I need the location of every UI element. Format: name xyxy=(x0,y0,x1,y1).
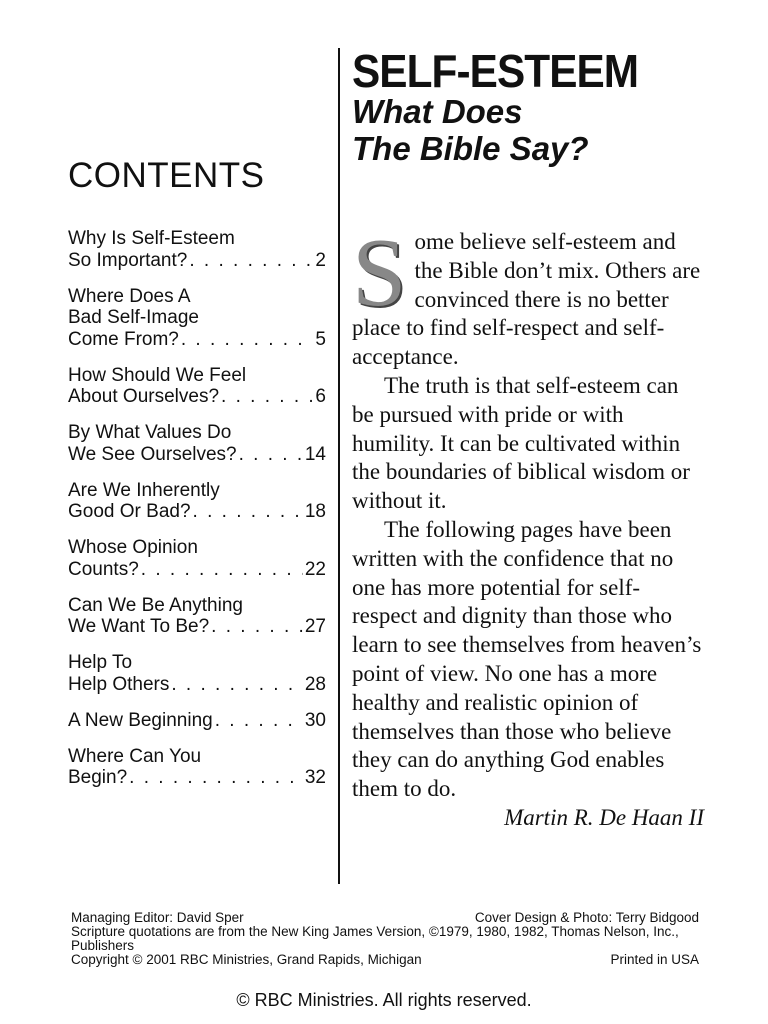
toc-entry-line: Where Can You xyxy=(68,745,202,767)
subtitle-line-1: What Does xyxy=(352,93,523,130)
toc-dot-leader xyxy=(189,250,313,272)
toc-entry-title: About Ourselves? xyxy=(68,386,220,407)
subtitle-line-2: The Bible Say? xyxy=(352,130,589,167)
intro-paragraph-1: ome believe self-esteem and the Bible don’t mix. Others are convinced there is no better place to find self-respect and self-acceptance. xyxy=(352,229,701,370)
toc-dot-leader xyxy=(239,444,303,466)
toc-dot-leader xyxy=(193,501,303,523)
toc-entry-line: Are We Inherently xyxy=(68,479,220,501)
toc-entry-last-line xyxy=(68,501,326,523)
toc-entry-last-line xyxy=(68,674,326,696)
column-divider xyxy=(338,48,340,884)
toc-entry-last-line xyxy=(68,250,326,272)
toc-dot-leader xyxy=(211,616,303,638)
copyright-line: Copyright © 2001 RBC Ministries, Grand Rapids, Michigan xyxy=(71,952,422,967)
toc-entry-last-line xyxy=(68,767,326,789)
toc-entry xyxy=(68,480,326,523)
rights-notice: © RBC Ministries. All rights reserved. xyxy=(236,990,532,1010)
toc-entry-title: Come From? xyxy=(68,328,179,350)
toc-entry-title: We See Ourselves? xyxy=(68,443,237,465)
toc-entry-title: Begin? xyxy=(68,767,128,788)
toc-entry-last-line xyxy=(68,616,326,638)
toc-entry-last-line xyxy=(68,329,326,351)
managing-editor: Managing Editor: David Sper xyxy=(71,910,244,925)
toc-entry xyxy=(68,228,326,271)
toc-entry-last-line xyxy=(68,386,326,408)
toc-entry-title: Help Others xyxy=(68,673,170,695)
toc-entry xyxy=(68,365,326,408)
toc-page-number: 14 xyxy=(304,443,326,465)
toc-page-number: 28 xyxy=(304,673,326,695)
toc-entry-line: Can We Be Anything xyxy=(68,594,243,616)
toc-entry-title: So Important? xyxy=(68,249,188,271)
toc-entry-line: Why Is Self-Esteem xyxy=(68,228,235,249)
toc-entry xyxy=(68,286,326,351)
credits-block xyxy=(71,911,699,967)
toc-entry-line: How Should We Feel xyxy=(68,364,247,386)
contents-heading: CONTENTS xyxy=(68,156,265,195)
toc-page-number: 32 xyxy=(304,767,326,788)
toc-entry-last-line xyxy=(68,559,326,581)
toc-page-number: 30 xyxy=(304,709,326,731)
toc-entry xyxy=(68,537,326,580)
page-title: SELF-ESTEEM xyxy=(352,45,639,97)
toc-entry-last-line xyxy=(68,444,326,466)
printed-in: Printed in USA xyxy=(610,952,699,967)
toc-entry xyxy=(68,652,326,695)
toc-entry xyxy=(68,746,326,789)
toc-entry-line: Help To xyxy=(68,652,133,673)
intro-paragraph-3: The following pages have been written with the confidence that no one has more potential for self-respect and dignity than those who learn to see themselves from heaven’s point of view. No one has a more healthy and realistic opinion of themselves than those who believe they can do anything God enables them to do. xyxy=(352,516,702,802)
toc-dot-leader xyxy=(141,559,303,581)
author-signature: Martin R. De Haan II xyxy=(504,804,704,830)
toc-dot-leader xyxy=(221,386,313,408)
intro-paragraph-2: The truth is that self-esteem can be pursued with pride or with humility. It can be cultivated within the boundaries of biblical wisdom or without it. xyxy=(352,372,690,514)
intro-text xyxy=(352,219,704,833)
toc-page-number: 2 xyxy=(315,249,326,271)
toc-entry-line: By What Values Do xyxy=(68,422,232,443)
toc-entry-title: Good Or Bad? xyxy=(68,501,191,522)
toc-page-number: 5 xyxy=(315,328,326,350)
toc-entry-line: Whose Opinion xyxy=(68,537,198,558)
drop-cap: S xyxy=(352,219,407,327)
toc-entry-title: We Want To Be? xyxy=(68,616,210,637)
toc-entry-line: Where Does A xyxy=(68,285,191,307)
toc-page-number: 18 xyxy=(304,501,326,522)
table-of-contents xyxy=(68,228,326,803)
toc-entry-line: Bad Self-Image xyxy=(68,307,199,328)
toc-page-number: 22 xyxy=(304,558,326,580)
toc-entry xyxy=(68,710,326,732)
toc-entry-last-line xyxy=(68,710,326,732)
toc-dot-leader xyxy=(181,329,314,351)
toc-dot-leader xyxy=(171,674,302,696)
toc-page-number: 27 xyxy=(304,616,326,637)
toc-page-number: 6 xyxy=(315,386,326,407)
toc-entry xyxy=(68,595,326,638)
toc-dot-leader xyxy=(215,710,303,732)
page-subtitle xyxy=(352,93,752,167)
toc-entry-title: A New Beginning xyxy=(68,709,213,731)
cover-credit: Cover Design & Photo: Terry Bidgood xyxy=(474,910,699,925)
toc-entry-title: Counts? xyxy=(68,558,139,580)
scripture-notice: Scripture quotations are from the New King James Version, ©1979, 1980, 1982, Thomas Nelson, Inc., Publishers xyxy=(71,924,679,953)
toc-dot-leader xyxy=(129,767,303,789)
toc-entry xyxy=(68,422,326,465)
